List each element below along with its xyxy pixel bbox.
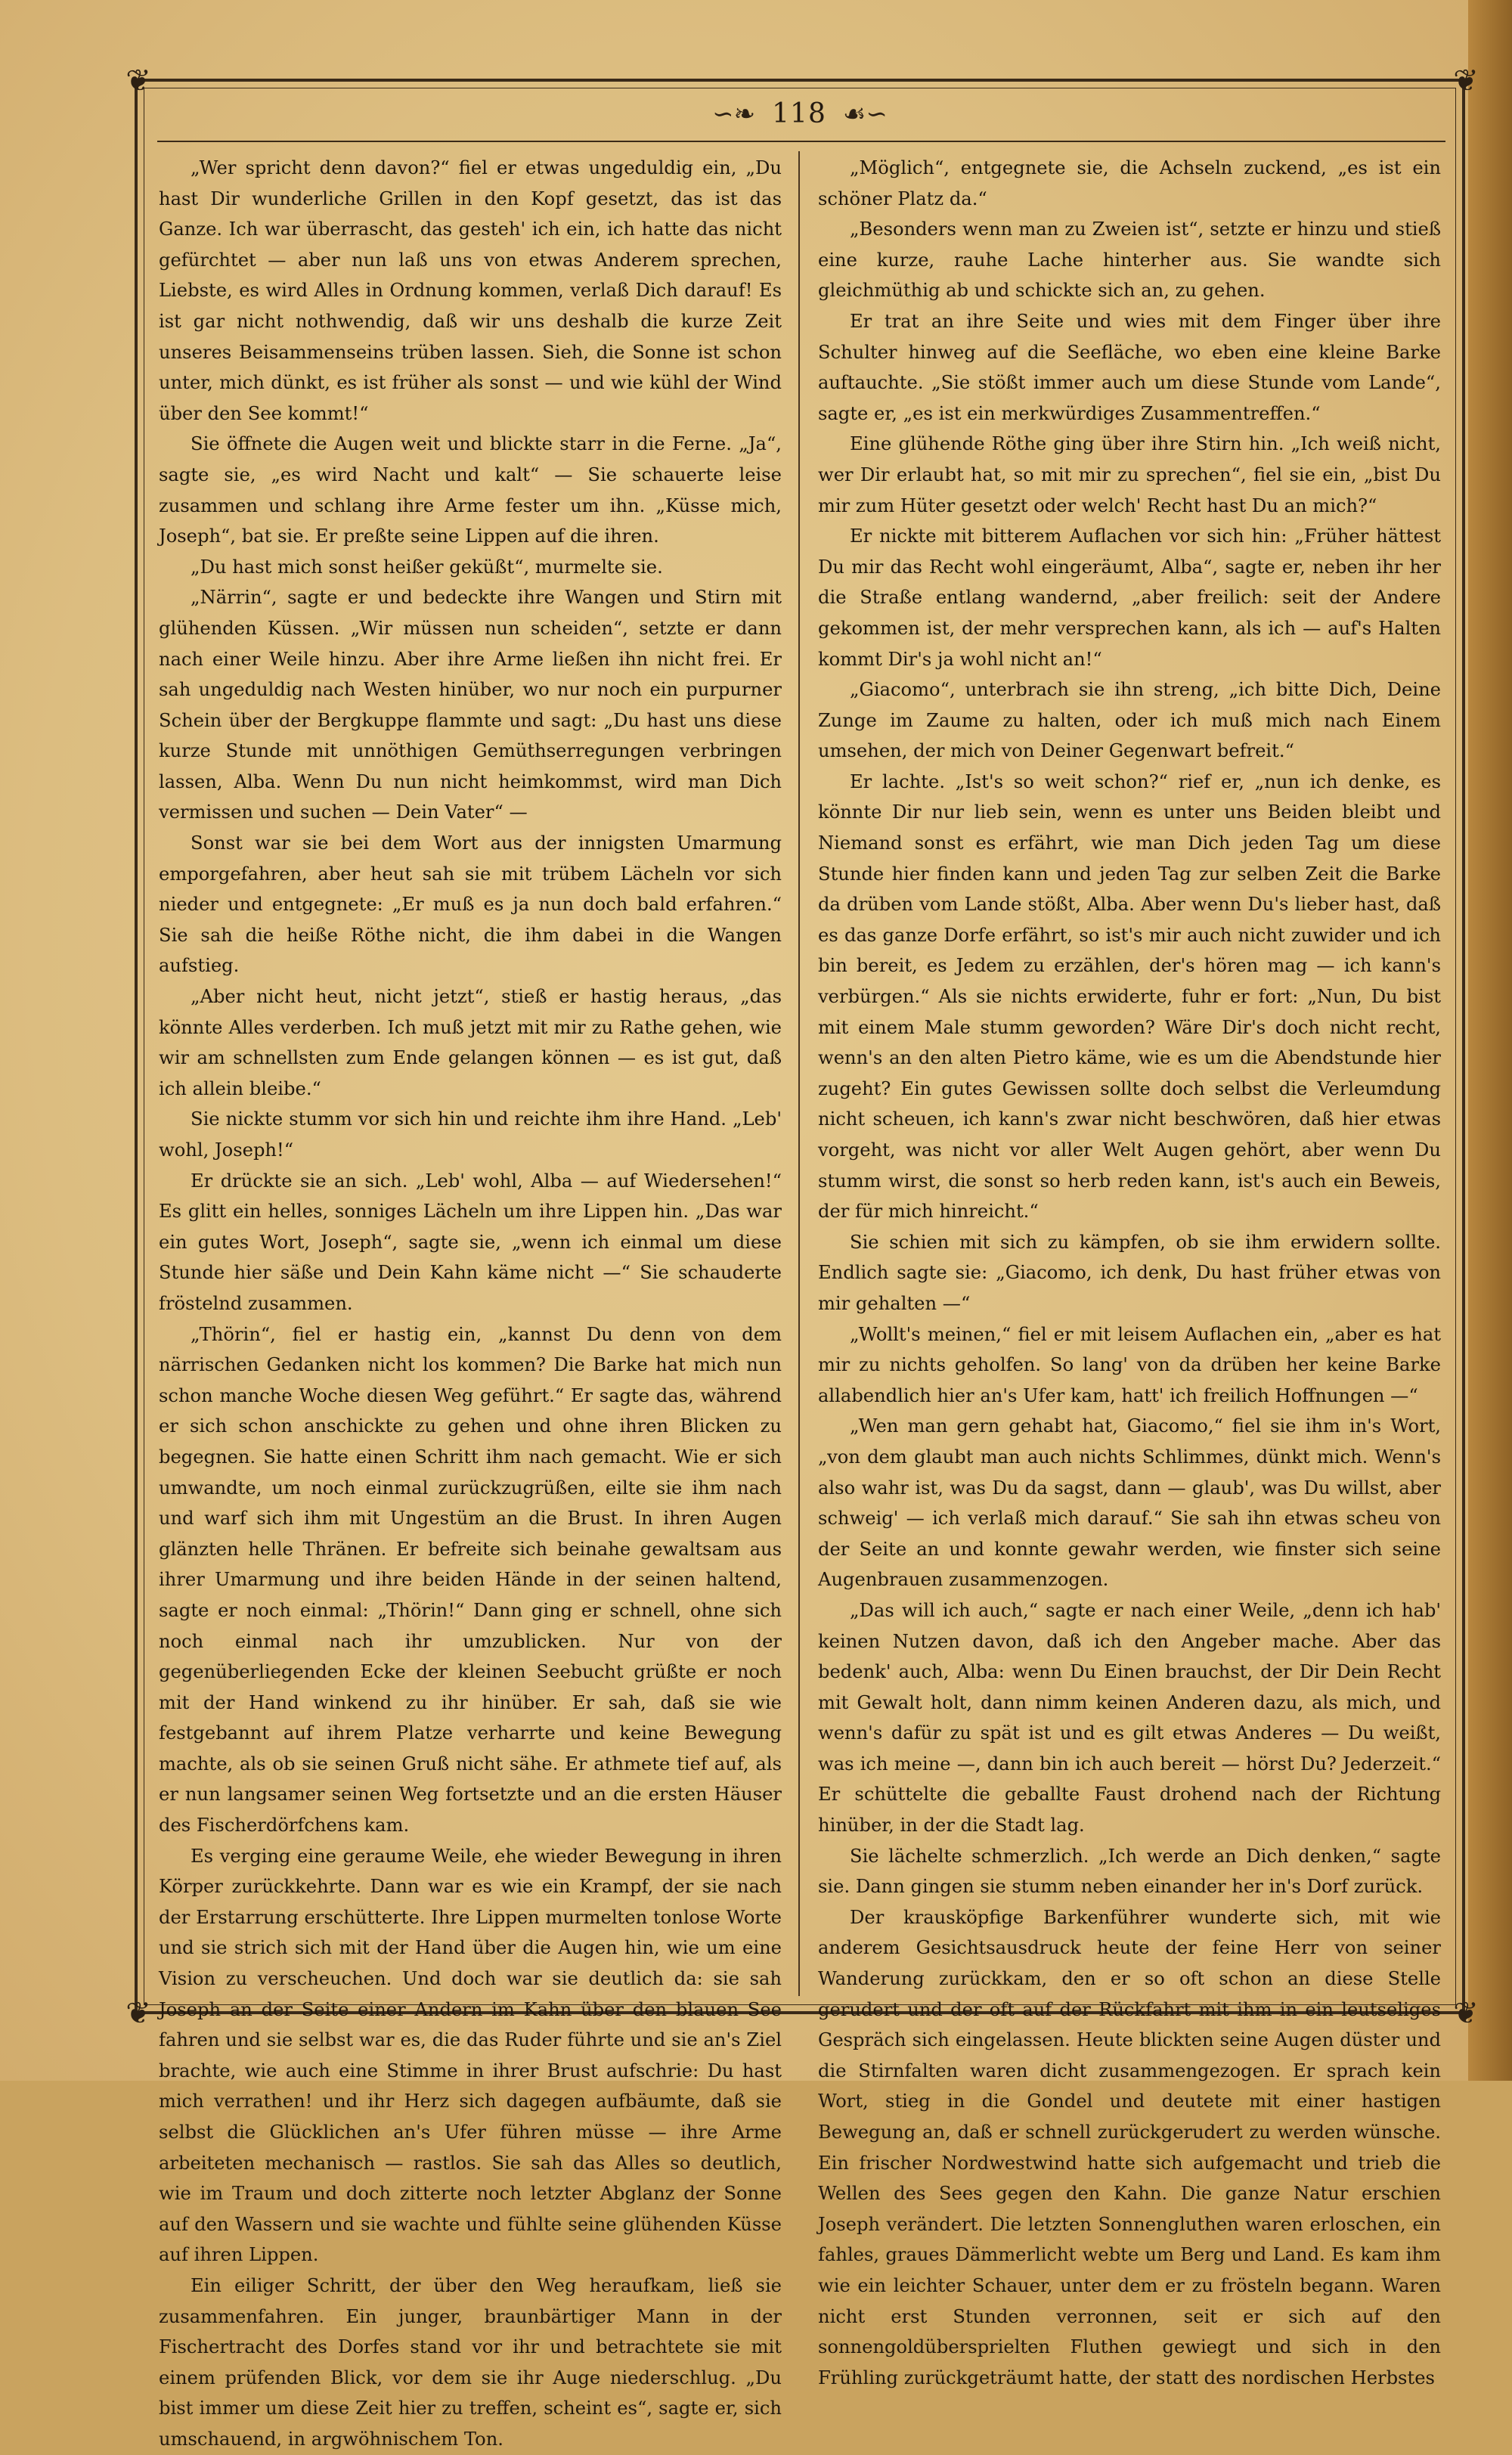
page-edge (1468, 0, 1512, 2081)
paragraph: „Wen man gern gehabt hat, Giacomo,“ fiel sie ihm in's Wort, „von dem glaubt man auch nichts Schlimmes, dünkt mich. Wenn's also wahr ist, was Du da sagst, dann — glaub', was Du willst, aber schweig' — ich verlaß mich darauf.“ Sie sah ihn etwas scheu von der Seite an und konnte gewahr werden, wie finster sich seine Augenbrauen zusammenzogen. (818, 1415, 1441, 1591)
text-column-right (818, 153, 1441, 2393)
paragraph: Er drückte sie an sich. „Leb' wohl, Alba — auf Wiedersehen!“ Es glitt ein helles, sonniges Lächeln um ihre Lippen hin. „Das war ein gutes Wort, Joseph“, sagte sie, „wenn ich einmal um diese Stunde hier säße und Dein Kahn käme nicht —“ Sie schauderte fröstelnd zusammen. (159, 1170, 782, 1314)
paragraph: „Das will ich auch,“ sagte er nach einer Weile, „denn ich hab' keinen Nutzen davon, daß ich den Angeber mache. Aber das bedenk' auch, Alba: wenn Du Einen brauchst, der Dir Dein Recht mit Gewalt holt, dann nimm keinen Anderen dazu, als mich, und wenn's dafür zu spät ist und es gilt etwas Anderes — Du weißt, was ich meine —, dann bin ich auch bereit — hörst Du? Jederzeit.“ Er schüttelte die geballte Faust drohend nach der Richtung hinüber, in der die Stadt lag. (818, 1599, 1441, 1837)
paragraph: Es verging eine geraume Weile, ehe wieder Bewegung in ihren Körper zurückkehrte. Dann war es wie ein Krampf, der sie nach der Erstarrung erschütterte. Ihre Lippen murmelten tonlose Worte und sie strich sich mit der Hand über die Augen hin, wie um eine Vision zu verscheuchen. Und doch war sie deutlich da: sie sah Joseph an der Seite einer Andern im Kahn über den blauen See fahren und sie selbst war es, die das Ruder führte und sie an's Ziel brachte, wie auch eine Stimme in ihrer Brust aufschrie: Du hast mich verrathen! und ihr Herz sich dagegen aufbäumte, daß sie selbst die Glücklichen an's Ufer führen müsse — ihre Arme arbeiteten mechanisch — rastlos. Sie sah das Alles so deutlich, wie im Traum und doch zitterte noch letzter Abglanz der Sonne auf den Wassern und sie wachte und fühlte seine glühenden Küsse auf ihren Lippen. (159, 1845, 782, 2266)
paragraph: Er trat an ihre Seite und wies mit dem Finger über ihre Schulter hinweg auf die Seefläche, wo eben eine kleine Barke auftauchte. „Sie stößt immer auch um diese Stunde vom Lande“, sagte er, „es ist ein merkwürdiges Zusammentreffen.“ (818, 310, 1441, 424)
paragraph: Sie nickte stumm vor sich hin und reichte ihm ihre Hand. „Leb' wohl, Joseph!“ (159, 1108, 782, 1161)
floral-corner-icon: ❦ (1453, 64, 1479, 98)
paragraph: „Thörin“, fiel er hastig ein, „kannst Du denn von dem närrischen Gedanken nicht los kommen? Die Barke hat mich nun schon manche Woche diesen Weg geführt.“ Er sagte das, während er sich schon anschickte zu gehen und ohne ihren Blicken zu begegnen. Sie hatte einen Schritt ihm nach gemacht. Wie er sich umwandte, um noch einmal zurückzugrüßen, eilte sie ihm nach und warf sich ihm mit Ungestüm an die Brust. In ihren Augen glänzten helle Thränen. Er befreite sich beinahe gewaltsam aus ihrer Umarmung und ihre beiden Hände in der seinen haltend, sagte er noch einmal: „Thörin!“ Dann ging er schnell, ohne sich noch einmal nach ihr umzublicken. Nur von der gegenüberliegenden Ecke der kleinen Seebucht grüßte er noch mit der Hand winkend zu ihr hinüber. Er sah, daß sie wie festgebannt auf ihrem Platze verharrte und keine Bewegung machte, als ob sie seinen Gruß nicht sähe. Er athmete tief auf, als er nun langsamer seinen Weg fortsetzte und an die ersten Häuser des Fischerdörfchens kam. (159, 1323, 782, 1837)
paragraph: Sie schien mit sich zu kämpfen, ob sie ihm erwidern sollte. Endlich sagte sie: „Giacomo, ich denk, Du hast früher etwas von mir gehalten —“ (818, 1231, 1441, 1314)
paragraph: „Möglich“, entgegnete sie, die Achseln zuckend, „es ist ein schöner Platz da.“ (818, 157, 1441, 209)
paragraph: Ein eiliger Schritt, der über den Weg heraufkam, ließ sie zusammenfahren. Ein junger, braunbärtiger Mann in der Fischertracht des Dorfes stand vor ihr und betrachtete sie mit einem prüfenden Blick, vor dem sie ihr Auge niederschlug. „Du bist immer um diese Zeit hier zu treffen, scheint es“, sagte er, sich umschauend, in argwöhnischem Ton. (159, 2274, 782, 2450)
floral-corner-icon: ❦ (125, 1996, 151, 2031)
text-column-left (159, 153, 782, 2455)
header-rule (157, 141, 1445, 142)
paragraph: Er lachte. „Ist's so weit schon?“ rief er, „nun ich denke, es könnte Dir nur lieb sein, wenn es unter uns Beiden bleibt und Niemand sonst es erfährt, wie man Dich jeden Tag um diese Stunde hier finden kann und jeden Tag zur selben Zeit die Barke da drüben vom Lande stößt, Alba. Aber wenn Du's lieber hast, daß es das ganze Dorfe erfährt, so ist's mir auch nicht zuwider und ich bin bereit, es Jedem zu erzählen, der's hören mag — ich kann's verbürgen.“ Als sie nichts erwiderte, fuhr er fort: „Nun, Du bist mit einem Male stumm geworden? Wäre Dir's doch nicht recht, wenn's an den alten Pietro käme, wie es um die Abendstunde hier zugeht? Ein gutes Gewissen sollte doch selbst die Verleumdung nicht scheuen, ich kann's zwar nicht beschwören, daß hier etwas vorgeht, was nicht vor aller Welt Augen gehört, aber wenn Du stumm wirst, die sonst so herb reden kann, ist's auch ein Beweis, der für mich hinreicht.“ (818, 770, 1441, 1223)
page-header (0, 98, 1512, 129)
flourish-left-icon: ∽❧ (712, 98, 756, 129)
paragraph: Er nickte mit bitterem Auflachen vor sich hin: „Früher hättest Du mir das Recht wohl eingeräumt, Alba“, sagte er, neben ihr her die Straße entlang wandernd, „aber freilich: seit der Andere gekommen ist, der mehr versprechen kann, als ich — auf's Halten kommt Dir's ja wohl nicht an!“ (818, 525, 1441, 670)
paragraph: Sie lächelte schmerzlich. „Ich werde an Dich denken,“ sagte sie. Dann gingen sie stumm neben einander her in's Dorf zurück. (818, 1845, 1441, 1898)
paragraph: „Wollt's meinen,“ fiel er mit leisem Auflachen ein, „aber es hat mir zu nichts geholfen. So lang' von da drüben her keine Barke allabendlich hier an's Ufer kam, hatt' ich freilich Hoffnungen —“ (818, 1323, 1441, 1406)
column-divider (798, 151, 800, 1996)
paragraph: „Giacomo“, unterbrach sie ihn streng, „ich bitte Dich, Deine Zunge im Zaume zu halten, oder ich muß mich nach Einem umsehen, der mich von Deiner Gegenwart befreit.“ (818, 679, 1441, 762)
paragraph: „Wer spricht denn davon?“ fiel er etwas ungeduldig ein, „Du hast Dir wunderliche Grillen in den Kopf gesetzt, das ist das Ganze. Ich war überrascht, das gesteh' ich ein, ich hatte das nicht gefürchtet — aber nun laß uns von etwas Anderem sprechen, Liebste, es wird Alles in Ordnung kommen, verlaß Dich darauf! Es ist gar nicht nothwendig, daß wir uns deshalb die kurze Zeit unseres Beisammenseins trüben lassen. Sieh, die Sonne ist schon unter, mich dünkt, es ist früher als sonst — und wie kühl der Wind über den See kommt!“ (159, 157, 782, 424)
paragraph: Der krausköpfige Barkenführer wunderte sich, mit wie anderem Gesichtsausdruck heute der feine Herr von seiner Wanderung zurückkam, den er so oft schon an diese Stelle gerudert und der oft auf der Rückfahrt mit ihm in ein leutseliges Gespräch sich eingelassen. Heute blickten seine Augen düster und die Stirnfalten waren dicht zusammengezogen. Er sprach kein Wort, stieg in die Gondel und deutete mit einer hastigen Bewegung an, daß er schnell zurückgerudert zu werden wünsche. Ein frischer Nordwestwind hatte sich aufgemacht und trieb die Wellen des Sees gegen den Kahn. Die ganze Natur erschien Joseph verändert. Die letzten Sonnengluthen waren erloschen, ein fahles, graues Dämmerlicht webte um Berg und Land. Es kam ihm wie ein leichter Schauer, unter dem er zu frösteln begann. Waren nicht erst Stunden verronnen, seit er sich auf den sonnengoldübersprielten Fluthen gewiegt und sich in den Frühling zurückgeträumt hatte, der statt des nordischen Herbstes (818, 1906, 1441, 2388)
paragraph: Sie öffnete die Augen weit und blickte starr in die Ferne. „Ja“, sagte sie, „es wird Nacht und kalt“ — Sie schauerte leise zusammen und schlang ihre Arme fester um ihn. „Küsse mich, Joseph“, bat sie. Er preßte seine Lippen auf die ihren. (159, 433, 782, 547)
floral-corner-icon: ❦ (125, 64, 151, 98)
paragraph: „Du hast mich sonst heißer geküßt“, murmelte sie. (191, 556, 663, 578)
paragraph: „Aber nicht heut, nicht jetzt“, stieß er hastig heraus, „das könnte Alles verderben. Ich muß jetzt mit mir zu Rathe gehen, wie wir am schnellsten zum Ende gelangen können — es ist gut, daß ich allein bleibe.“ (159, 986, 782, 1099)
flourish-right-icon: ☙∽ (842, 98, 888, 129)
page-number: 118 (772, 98, 826, 129)
paragraph: „Närrin“, sagte er und bedeckte ihre Wangen und Stirn mit glühenden Küssen. „Wir müssen nun scheiden“, setzte er dann nach einer Weile hinzu. Aber ihre Arme ließen ihn nicht frei. Er sah ungeduldig nach Westen hinüber, wo nur noch ein purpurner Schein über der Bergkuppe flammte und sagt: „Du hast uns diese kurze Stunde mit unnöthigen Gemüthserregungen verbringen lassen, Alba. Wenn Du nun nicht heimkommst, wird man Dich vermissen und suchen — Dein Vater“ — (159, 587, 782, 823)
paragraph: „Besonders wenn man zu Zweien ist“, setzte er hinzu und stieß eine kurze, rauhe Lache hinterher aus. Sie wandte sich gleichmüthig ab und schickte sich an, zu gehen. (818, 219, 1441, 302)
paragraph: Eine glühende Röthe ging über ihre Stirn hin. „Ich weiß nicht, wer Dir erlaubt hat, so mit mir zu sprechen“, fiel sie ein, „bist Du mir zum Hüter gesetzt oder welch' Recht hast Du an mich?“ (818, 433, 1441, 516)
paragraph: Sonst war sie bei dem Wort aus der innigsten Umarmung emporgefahren, aber heut sah sie mit trübem Lächeln vor sich nieder und entgegnete: „Er muß es ja nun doch bald erfahren.“ Sie sah die heiße Röthe nicht, die ihm dabei in die Wangen aufstieg. (159, 832, 782, 977)
floral-corner-icon: ❦ (1453, 1996, 1479, 2031)
